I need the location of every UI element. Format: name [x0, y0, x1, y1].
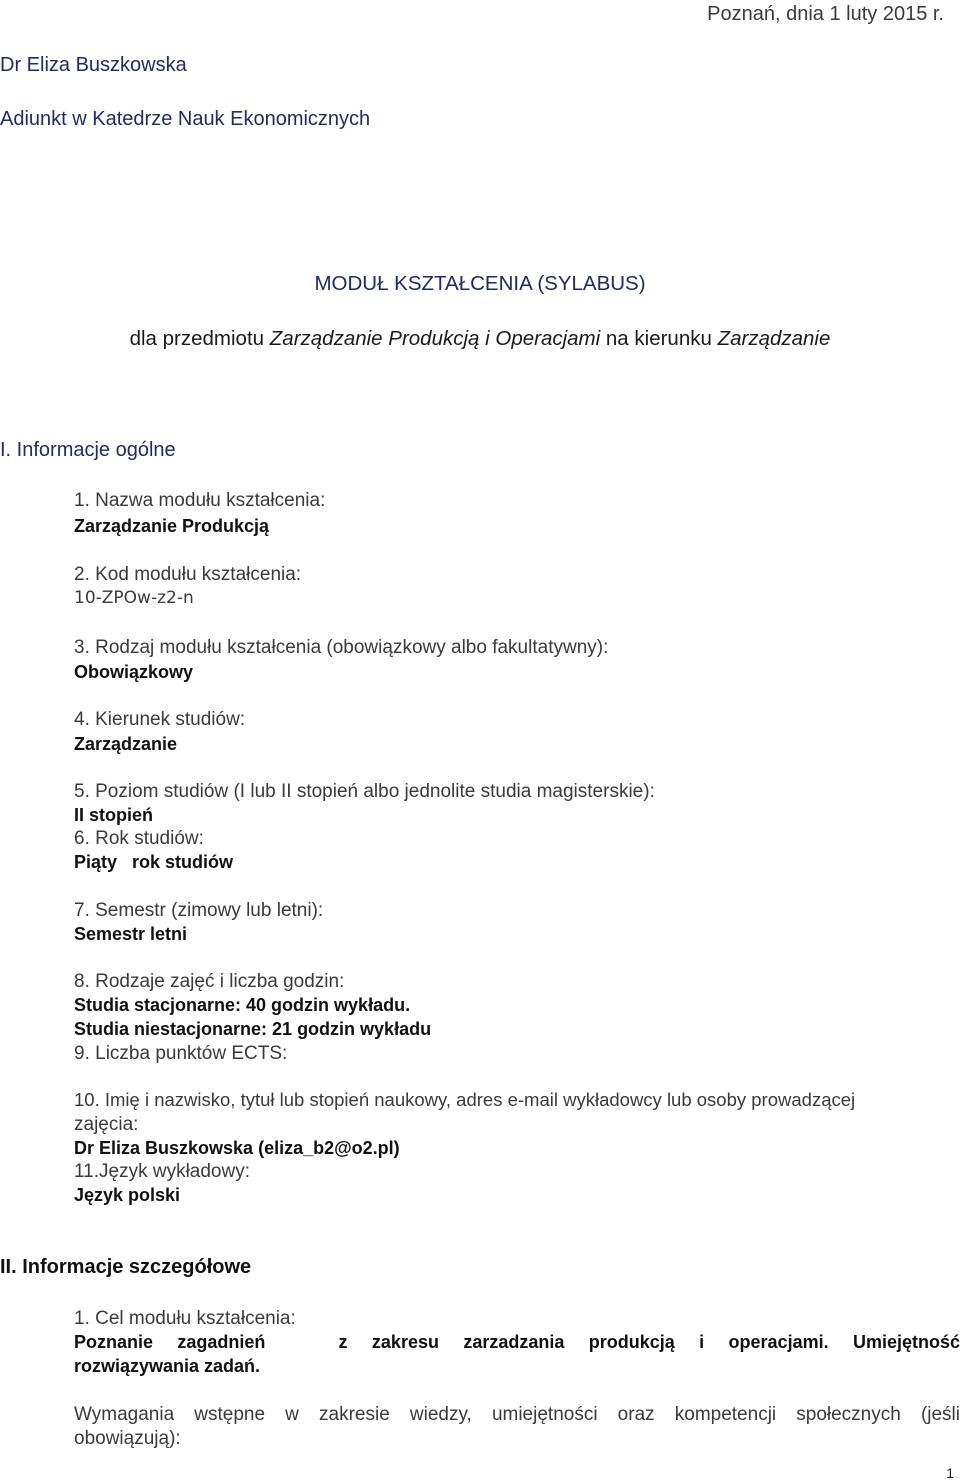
item-value: II stopień — [74, 805, 154, 825]
document-title: MODUŁ KSZTAŁCENIA (SYLABUS) — [314, 272, 646, 295]
item-value: Piąty rok studiów — [74, 852, 234, 872]
requirements-text: obowiązują): — [74, 1428, 181, 1449]
item-value: Obowiązkowy — [74, 662, 194, 682]
item-label: 4. Kierunek studiów: — [74, 709, 246, 730]
item-value: Zarządzanie — [74, 734, 178, 754]
author-position: Adiunkt w Katedrze Nauk Ekonomicznych — [0, 108, 371, 130]
goal-text: rozwiązywania zadań. — [74, 1356, 261, 1376]
item-value: Semestr letni — [74, 924, 188, 944]
item-label: 10. Imię i nazwisko, tytuł lub stopień naukowy, adres e-mail wykładowcy lub osoby prowadzącej — [74, 1089, 856, 1110]
item-value: Język polski — [74, 1185, 181, 1205]
item-label: 6. Rok studiów: — [74, 828, 204, 849]
document-date: Poznań, dnia 1 luty 2015 r. — [707, 3, 944, 25]
item-value: Studia niestacjonarne: 21 godzin wykładu — [74, 1019, 432, 1039]
goal-text: Poznanie zagadnień z zakresu zarzadzania produkcją i operacjami. Umiejętność — [74, 1332, 960, 1352]
item-label: 7. Semestr (zimowy lub letni): — [74, 900, 324, 921]
item-value: 10-ZPOw-z2-n — [74, 588, 194, 608]
item-label: zajęcia: — [74, 1114, 139, 1135]
author-name: Dr Eliza Buszkowska — [0, 54, 187, 76]
item-label: 1. Nazwa modułu kształcenia: — [74, 490, 326, 511]
field-name: Zarządzanie — [717, 327, 831, 350]
goal-label: 1. Cel modułu kształcenia: — [74, 1308, 296, 1329]
item-value: Zarządzanie Produkcją — [74, 516, 270, 536]
item-value: Dr Eliza Buszkowska (eliza_b2@o2.pl) — [74, 1138, 400, 1158]
section-heading-detailed: II. Informacje szczegółowe — [0, 1256, 252, 1278]
item-label: 5. Poziom studiów (I lub II stopień albo jednolite studia magisterskie): — [74, 781, 655, 802]
item-label: 11.Język wykładowy: — [74, 1161, 250, 1182]
document-subtitle: dla przedmiotu Zarządzanie Produkcją i Operacjami na kierunku Zarządzanie — [129, 327, 831, 350]
section-heading-general: I. Informacje ogólne — [0, 439, 176, 461]
item-value: Studia stacjonarne: 40 godzin wykładu. — [74, 995, 411, 1015]
item-label: 9. Liczba punktów ECTS: — [74, 1043, 288, 1064]
item-label: 2. Kod modułu kształcenia: — [74, 564, 302, 585]
item-label: 8. Rodzaje zajęć i liczba godzin: — [74, 971, 345, 992]
subject-name: Zarządzanie Produkcją i Operacjami — [269, 327, 601, 350]
item-label: 3. Rodzaj modułu kształcenia (obowiązkowy albo fakultatywny): — [74, 637, 609, 658]
page-number: 1 — [946, 1465, 954, 1481]
requirements-text: Wymagania wstępne w zakresie wiedzy, umiejętności oraz kompetencji społecznych (jeśli — [74, 1404, 960, 1425]
